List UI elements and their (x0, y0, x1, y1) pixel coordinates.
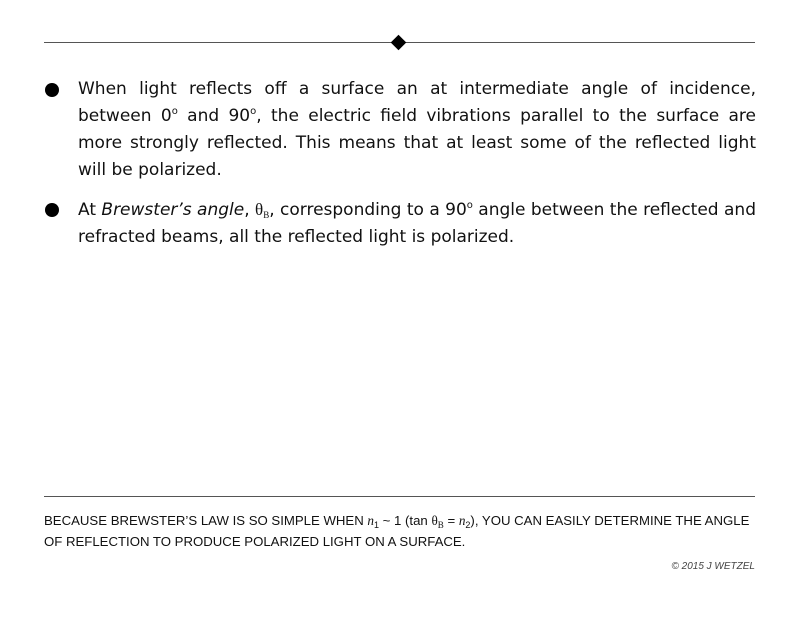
footnote-text: ~ 1 (tan (379, 513, 432, 528)
footnote-text: ), YOU CAN EASILY DETERMINE THE ANGLE OF REFLECTION TO PRODUCE POLARIZED LIGHT ON A SURFACE. (44, 513, 750, 549)
bullet-text: , the electric field vibrations parallel to the surface are more strongly reflected. This means that at least some of the reflected light will be polarized. (78, 106, 756, 180)
bullet-text: and 90 (177, 106, 251, 126)
n2-symbol: n (458, 513, 466, 528)
theta-subscript: B (263, 210, 270, 220)
bullet-text: When light reflects off a surface an at intermediate angle of incidence, between 0 (78, 79, 756, 126)
bullet-text: At (78, 200, 102, 220)
brewster-term: Brewster’s angle (101, 200, 245, 220)
theta-symbol: θ (431, 513, 438, 528)
footnote-text: BECAUSE BREWSTER’S LAW IS SO SIMPLE WHEN (44, 513, 368, 528)
n1-subscript: 1 (374, 520, 380, 530)
footnote (44, 510, 756, 552)
degree-superscript: o (171, 106, 178, 117)
theta-subscript: B (437, 520, 444, 530)
n2-subscript: 2 (465, 520, 471, 530)
bullet-text: , (244, 200, 256, 220)
theta-symbol: θ (255, 200, 264, 219)
bullet-item-brewster (44, 196, 756, 251)
bullet-text: , corresponding to a 90 (269, 200, 467, 220)
degree-superscript: o (466, 200, 473, 211)
bullet-text: angle between the reflected and refracted beams, all the reflected light is polarized. (78, 200, 756, 247)
n1-symbol: n (367, 513, 374, 528)
bottom-divider (44, 496, 755, 497)
bullet-dot-icon (45, 83, 59, 97)
degree-superscript: o (250, 106, 257, 117)
bullet-item-reflection (44, 76, 756, 184)
bullet-dot-icon (45, 203, 59, 217)
copyright-notice: © 2015 J WETZEL (671, 561, 755, 572)
diamond-ornament-icon (391, 35, 407, 51)
footnote-text: = (443, 513, 459, 528)
bullet-list (44, 76, 756, 263)
